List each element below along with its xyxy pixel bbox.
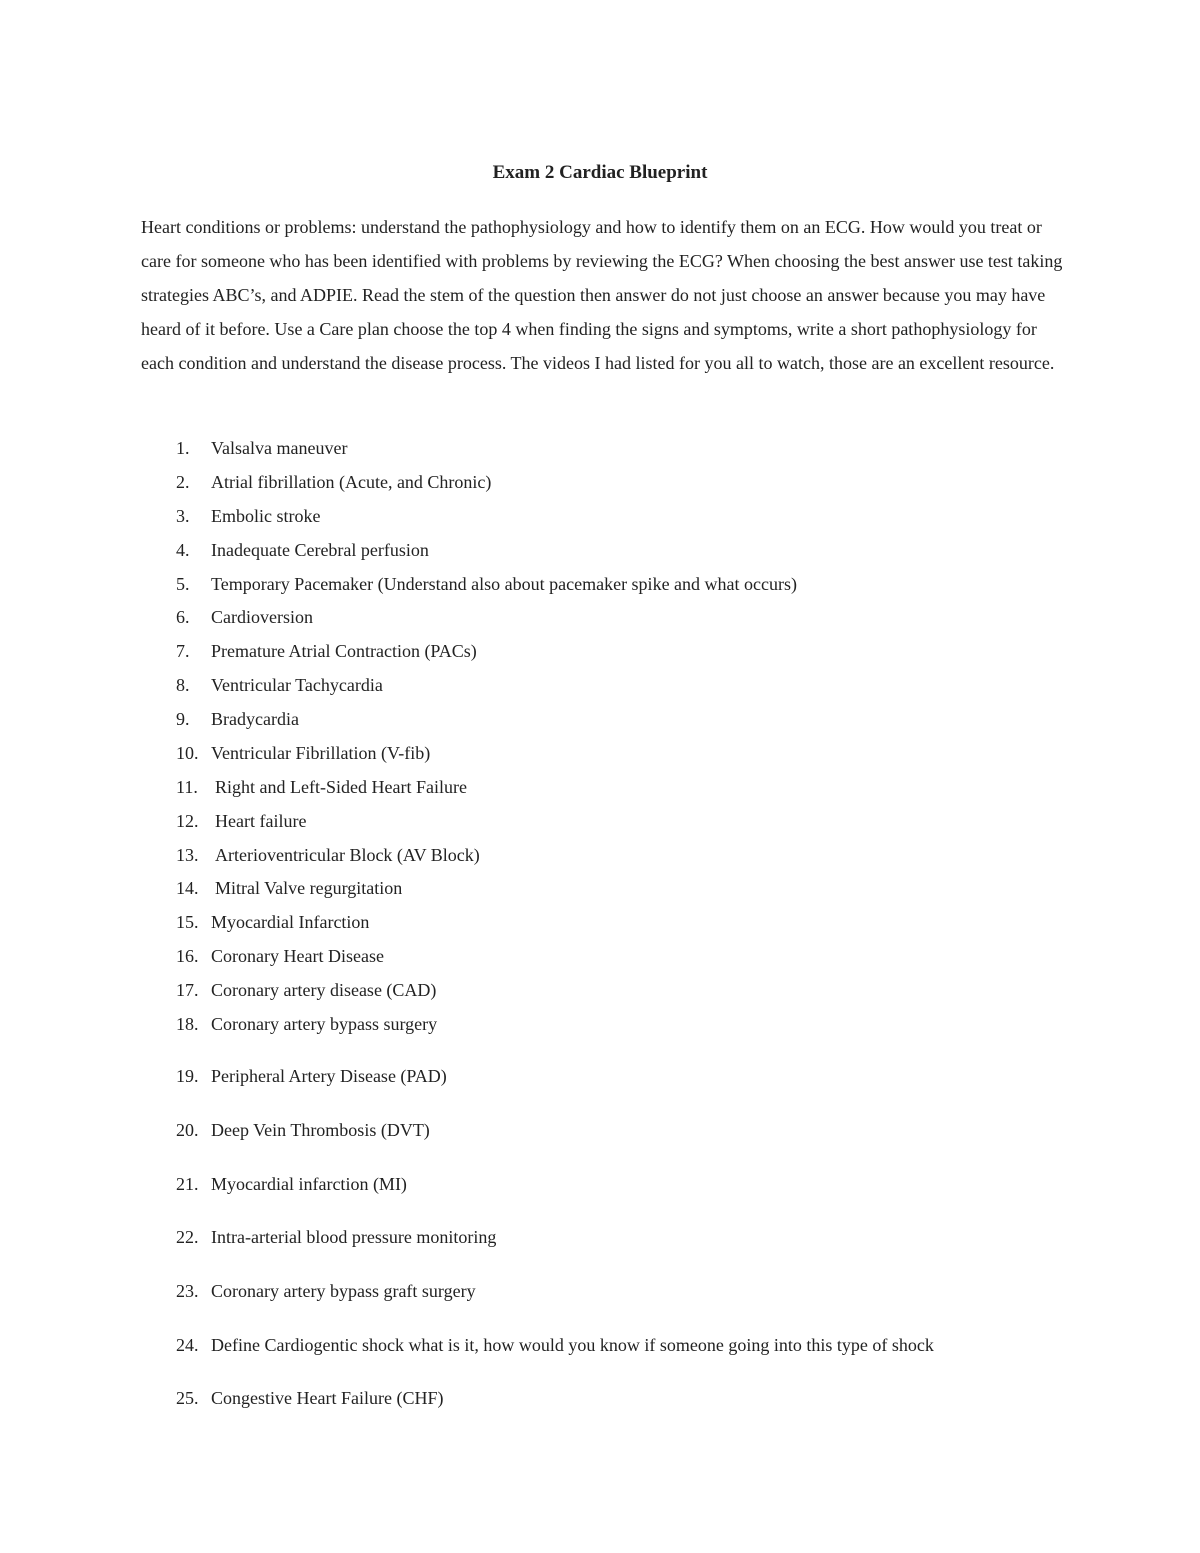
list-item-text: Embolic stroke (211, 506, 321, 526)
list-item-number: 20. (176, 1120, 199, 1140)
list-item-number: 18. (176, 1014, 199, 1034)
list-item-number: 9. (176, 709, 190, 729)
list-item (176, 774, 467, 800)
list-item-text: Myocardial Infarction (211, 912, 370, 932)
list-item-text: Coronary artery disease (CAD) (211, 980, 437, 1000)
list-item-text: Atrial fibrillation (Acute, and Chronic) (211, 472, 492, 492)
list-item-number: 17. (176, 980, 199, 1000)
list-item-text: Define Cardiogentic shock what is it, how would you know if someone going into this type of shock (211, 1335, 934, 1355)
list-item-number: 7. (176, 641, 190, 661)
list-item-number: 6. (176, 607, 190, 627)
list-item-number: 3. (176, 506, 190, 526)
list-item-text: Peripheral Artery Disease (PAD) (211, 1066, 447, 1086)
list-item-text: Coronary Heart Disease (211, 946, 384, 966)
list-item-text: Ventricular Tachycardia (211, 675, 383, 695)
list-item-number: 1. (176, 438, 190, 458)
list-item (176, 1117, 430, 1143)
list-item-text: Coronary artery bypass graft surgery (211, 1281, 476, 1301)
list-item (176, 977, 436, 1003)
list-item (176, 808, 306, 834)
list-item-text: Mitral Valve regurgitation (215, 878, 403, 898)
list-item-number: 15. (176, 912, 199, 932)
list-item (176, 842, 480, 868)
list-item (176, 435, 347, 461)
list-item (176, 1332, 934, 1358)
list-item-text: Inadequate Cerebral perfusion (211, 540, 429, 560)
list-item-text: Arterioventricular Block (AV Block) (215, 845, 480, 865)
list-item (176, 1278, 476, 1304)
list-item-text: Right and Left-Sided Heart Failure (215, 777, 467, 797)
list-item-text: Myocardial infarction (MI) (211, 1174, 407, 1194)
document-title: Exam 2 Cardiac Blueprint (492, 162, 708, 183)
list-item-number: 16. (176, 946, 199, 966)
list-item-number: 19. (176, 1066, 199, 1086)
list-item-text: Valsalva maneuver (211, 438, 348, 458)
list-item-number: 21. (176, 1174, 199, 1194)
list-item-number: 8. (176, 675, 190, 695)
list-item-text: Congestive Heart Failure (CHF) (211, 1388, 444, 1408)
list-item (176, 1011, 437, 1037)
list-item (176, 503, 320, 529)
list-item-text: Coronary artery bypass surgery (211, 1014, 438, 1034)
list-item (176, 469, 491, 495)
list-item-text: Temporary Pacemaker (Understand also about pacemaker spike and what occurs) (211, 574, 798, 594)
intro-paragraph: Heart conditions or problems: understand the pathophysiology and how to identify them on an ECG. How would you treat or care for someone who has been identified with problems by reviewing the ECG? When choosing the best answer use test taking strategies ABC’s, and ADPIE. Read the stem of the question then answer do not just choose an answer because you may have heard of it before. Use a Care plan choose the top 4 when finding the signs and symptoms, write a short pathophysiology for each condition and understand the disease process. The videos I had listed for you all to watch, those are an excellent resource. (141, 217, 1063, 373)
list-item (176, 740, 430, 766)
list-item-number: 24. (176, 1335, 199, 1355)
list-item (176, 943, 384, 969)
list-item (176, 537, 429, 563)
list-item-number: 25. (176, 1388, 199, 1408)
list-item-text: Ventricular Fibrillation (V-fib) (211, 743, 431, 763)
list-item-number: 4. (176, 540, 190, 560)
list-item (176, 1063, 447, 1089)
list-item-number: 10. (176, 743, 199, 763)
list-item (176, 1385, 443, 1411)
list-item (176, 1171, 407, 1197)
list-item-number: 13. (176, 845, 199, 865)
list-item (176, 672, 383, 698)
list-item (176, 638, 477, 664)
list-item (176, 604, 313, 630)
list-item (176, 875, 402, 901)
list-item-text: Deep Vein Thrombosis (DVT) (211, 1120, 430, 1140)
list-item-number: 12. (176, 811, 199, 831)
list-item-number: 23. (176, 1281, 199, 1301)
list-item (176, 571, 797, 597)
list-item-number: 11. (176, 777, 198, 797)
list-item (176, 909, 369, 935)
list-item-text: Intra-arterial blood pressure monitoring (211, 1227, 497, 1247)
list-item-text: Premature Atrial Contraction (PACs) (211, 641, 477, 661)
list-item-number: 5. (176, 574, 190, 594)
list-item (176, 706, 299, 732)
list-item-number: 22. (176, 1227, 199, 1247)
list-item-text: Cardioversion (211, 607, 313, 627)
list-item-number: 2. (176, 472, 190, 492)
list-item-text: Heart failure (215, 811, 307, 831)
list-item-text: Bradycardia (211, 709, 299, 729)
list-item (176, 1224, 496, 1250)
list-item-number: 14. (176, 878, 199, 898)
